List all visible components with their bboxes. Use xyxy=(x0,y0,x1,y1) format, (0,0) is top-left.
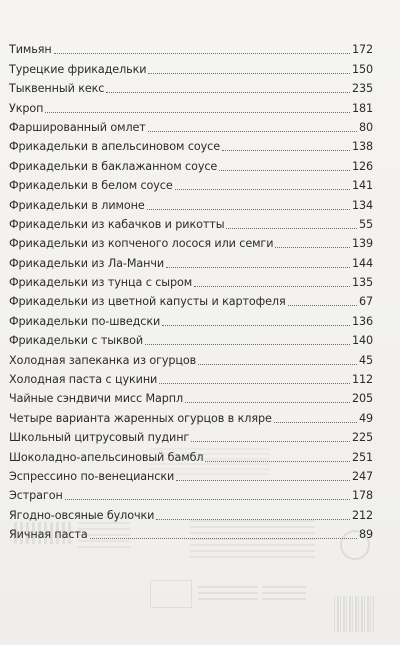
toc-leader-dots xyxy=(176,480,350,481)
toc-entry xyxy=(9,309,373,328)
toc-leader-dots xyxy=(159,383,350,384)
toc-entry-page: 150 xyxy=(351,62,373,76)
toc-entry xyxy=(9,348,373,367)
toc-leader-dots xyxy=(275,247,350,248)
toc-entry-title: Шоколадно-апельсиновый бамбл xyxy=(9,450,204,464)
toc-leader-dots xyxy=(156,519,350,520)
toc-entry-page: 112 xyxy=(351,373,373,387)
toc-entry xyxy=(9,465,373,484)
toc-entry-title: Эспрессино по-венециански xyxy=(9,469,175,483)
toc-entry-page: 49 xyxy=(358,411,373,425)
toc-entry xyxy=(9,57,373,76)
toc-entry-page: 126 xyxy=(351,159,373,173)
toc-leader-dots xyxy=(54,53,350,54)
toc-entry-page: 235 xyxy=(351,82,373,96)
toc-entry xyxy=(9,290,373,309)
toc-entry xyxy=(9,77,373,96)
toc-entry xyxy=(9,445,373,464)
toc-entry-title: Тыквенный кекс xyxy=(9,82,105,96)
toc-entry xyxy=(9,387,373,406)
toc-entry-title: Холодная запеканка из огурцов xyxy=(9,353,197,367)
toc-leader-dots xyxy=(205,461,350,462)
toc-entry-title: Фрикадельки из копченого лосося или семги xyxy=(9,237,274,251)
toc-entry-title: Фрикадельки из Ла-Манчи xyxy=(9,256,165,270)
toc-entry-page: 55 xyxy=(358,217,373,231)
toc-entry-page: 247 xyxy=(351,469,373,483)
bleed-through-box xyxy=(150,580,192,608)
toc-entry-page: 212 xyxy=(351,508,373,522)
toc-entry-title: Тимьян xyxy=(9,43,52,57)
toc-entry xyxy=(9,135,373,154)
toc-leader-dots xyxy=(166,267,350,268)
toc-entry-title: Фрикадельки из кабачков и рикотты xyxy=(9,217,225,231)
toc-entry xyxy=(9,154,373,173)
toc-entry xyxy=(9,174,373,193)
toc-leader-dots xyxy=(219,170,350,171)
toc-entry-title: Эстрагон xyxy=(9,489,63,503)
toc-entry xyxy=(9,329,373,348)
toc-entry xyxy=(9,232,373,251)
toc-entry-page: 144 xyxy=(351,256,373,270)
toc-entry-title: Фрикадельки в апельсиновом соусе xyxy=(9,140,220,154)
toc-entry-title: Четыре варианта жаренных огурцов в кляре xyxy=(9,411,272,425)
toc-entry-title: Фрикадельки из тунца с сыром xyxy=(9,276,193,290)
toc-entry-title: Школьный цитрусовый пудинг xyxy=(9,431,190,445)
toc-entry-page: 67 xyxy=(358,295,373,309)
toc-entry-page: 172 xyxy=(351,43,373,57)
toc-leader-dots xyxy=(45,112,350,113)
toc-entry xyxy=(9,213,373,232)
toc-entry xyxy=(9,38,373,57)
toc-entry-title: Яичная паста xyxy=(9,528,88,542)
toc-entry-page: 89 xyxy=(358,528,373,542)
toc-leader-dots xyxy=(90,538,357,539)
toc-leader-dots xyxy=(222,150,350,151)
toc-entry xyxy=(9,193,373,212)
toc-entry-page: 178 xyxy=(351,489,373,503)
toc-entry-title: Укроп xyxy=(9,101,44,115)
toc-entry xyxy=(9,406,373,425)
toc-entry-page: 138 xyxy=(351,140,373,154)
toc-entry xyxy=(9,503,373,522)
bleed-through-barcode xyxy=(334,596,374,632)
toc-leader-dots xyxy=(148,73,349,74)
toc-entry-page: 251 xyxy=(351,450,373,464)
toc-leader-dots xyxy=(106,92,350,93)
toc-entry xyxy=(9,368,373,387)
toc-leader-dots xyxy=(145,344,350,345)
toc-entry-title: Фрикадельки в баклажанном соусе xyxy=(9,159,218,173)
toc-entry xyxy=(9,251,373,270)
toc-leader-dots xyxy=(175,189,350,190)
toc-entry-page: 80 xyxy=(358,120,373,134)
bleed-through-text xyxy=(262,586,306,604)
toc-entry-page: 136 xyxy=(351,314,373,328)
toc-entry-title: Ягодно-овсяные булочки xyxy=(9,508,155,522)
toc-entry-title: Фрикадельки из цветной капусты и картофеля xyxy=(9,295,286,309)
toc-entry-page: 205 xyxy=(351,392,373,406)
toc-leader-dots xyxy=(288,305,357,306)
toc-entry-title: Фрикадельки в белом соусе xyxy=(9,179,173,193)
toc-entry-title: Чайные сэндвичи мисс Марпл xyxy=(9,392,184,406)
toc-leader-dots xyxy=(194,286,350,287)
toc-entry xyxy=(9,271,373,290)
toc-leader-dots xyxy=(162,325,350,326)
toc-leader-dots xyxy=(65,499,350,500)
toc-entry-page: 134 xyxy=(351,198,373,212)
table-of-contents xyxy=(9,38,373,542)
toc-leader-dots xyxy=(191,441,350,442)
toc-entry-page: 181 xyxy=(351,101,373,115)
toc-entry-title: Фрикадельки по-шведски xyxy=(9,314,161,328)
toc-leader-dots xyxy=(198,364,357,365)
toc-leader-dots xyxy=(274,422,357,423)
toc-leader-dots xyxy=(148,131,357,132)
bleed-through-text xyxy=(198,586,258,604)
toc-entry-page: 139 xyxy=(351,237,373,251)
toc-entry-title: Турецкие фрикадельки xyxy=(9,62,147,76)
toc-leader-dots xyxy=(185,402,350,403)
toc-entry xyxy=(9,426,373,445)
toc-entry-page: 225 xyxy=(351,431,373,445)
toc-leader-dots xyxy=(147,209,350,210)
toc-entry-title: Фрикадельки в лимоне xyxy=(9,198,145,212)
toc-entry-page: 135 xyxy=(351,276,373,290)
toc-entry-title: Холодная паста с цукини xyxy=(9,373,158,387)
toc-entry-title: Фаршированный омлет xyxy=(9,120,146,134)
toc-entry-page: 140 xyxy=(351,334,373,348)
toc-leader-dots xyxy=(226,228,357,229)
toc-entry-page: 45 xyxy=(358,353,373,367)
toc-entry xyxy=(9,484,373,503)
toc-entry-page: 141 xyxy=(351,179,373,193)
toc-entry xyxy=(9,523,373,542)
toc-entry-title: Фрикадельки с тыквой xyxy=(9,334,144,348)
toc-entry xyxy=(9,96,373,115)
toc-entry xyxy=(9,116,373,135)
